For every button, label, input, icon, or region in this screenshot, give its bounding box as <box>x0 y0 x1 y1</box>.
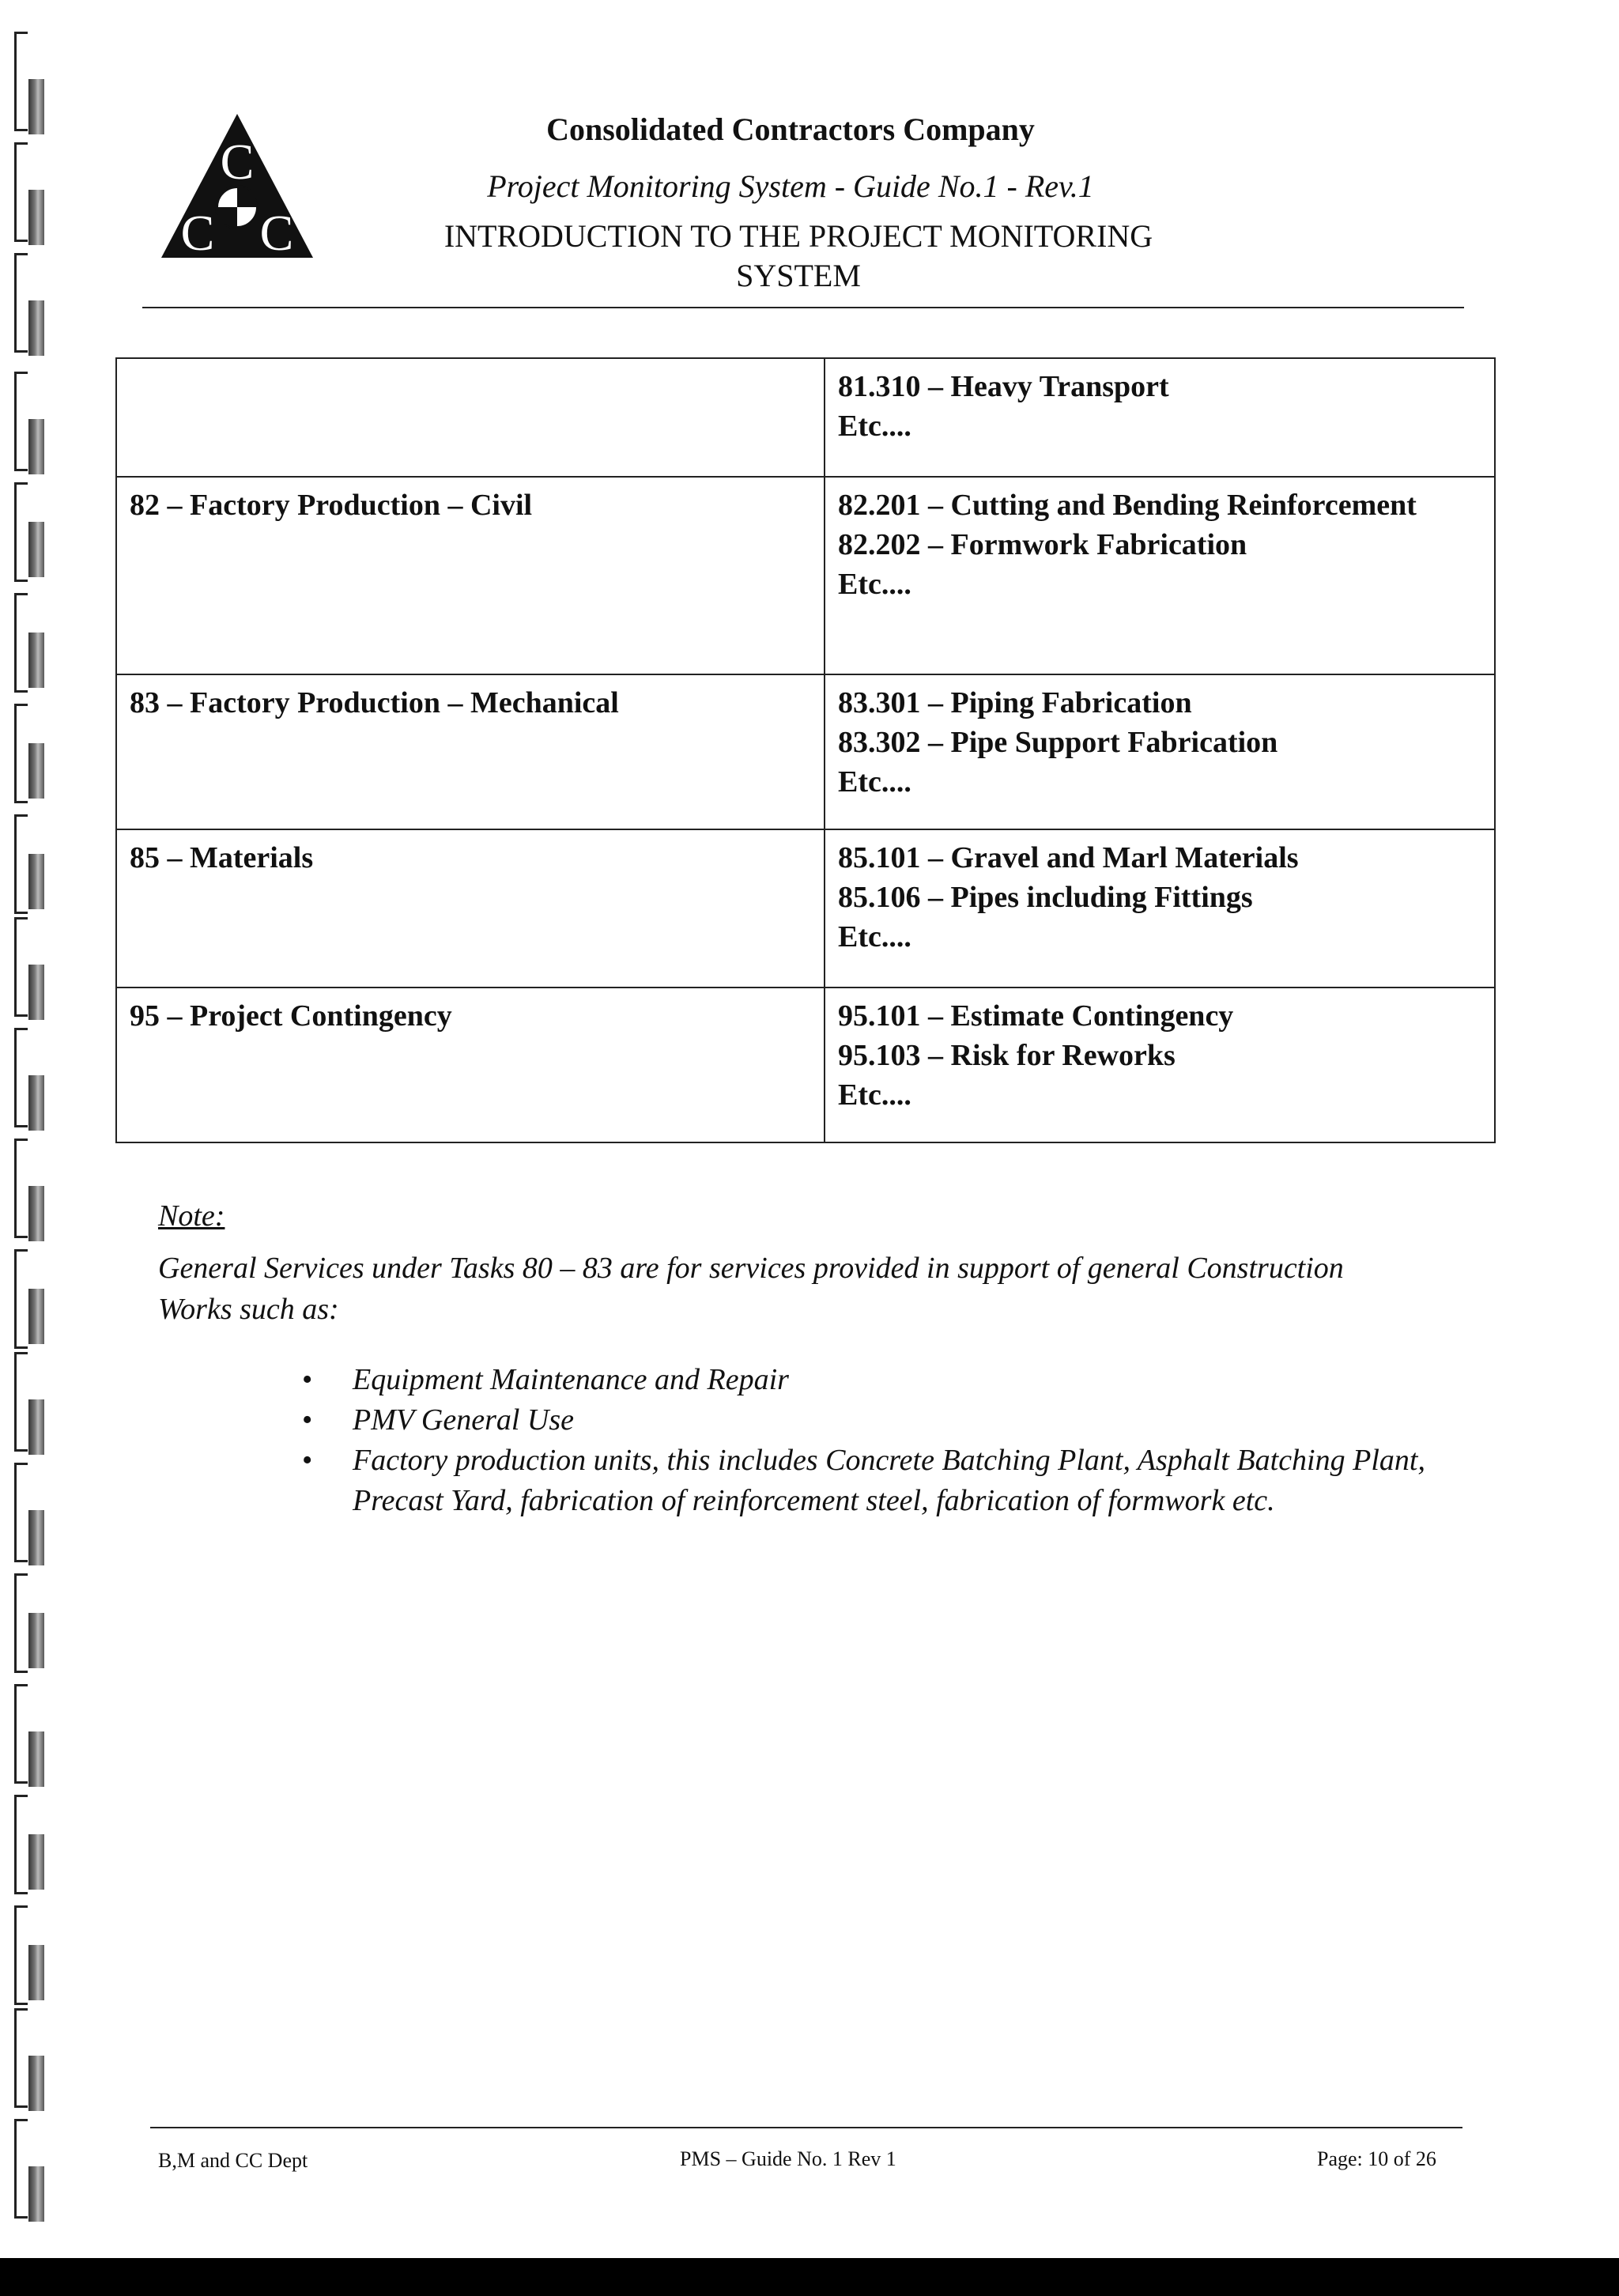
footer-department: B,M and CC Dept <box>158 2149 308 2172</box>
item-line: 85.106 – Pipes including Fittings <box>838 881 1253 914</box>
footer-document-ref: PMS – Guide No. 1 Rev 1 <box>680 2147 896 2170</box>
svg-text:C: C <box>180 205 215 261</box>
bullet-icon: • <box>302 1363 313 1396</box>
table-row <box>116 988 1495 1142</box>
note-bullet-list <box>297 1360 1451 1521</box>
bullet-icon: • <box>302 1444 313 1477</box>
list-item-text: Factory production units, this includes Concrete Batching Plant, Asphalt Batching Plant, Precast Yard, fabrication of reinforcement steel, fabrication of formwork etc. <box>353 1444 1425 1517</box>
item-line: 85.101 – Gravel and Marl Materials <box>838 841 1299 874</box>
list-item-text: Equipment Maintenance and Repair <box>353 1363 789 1396</box>
company-name: Consolidated Contractors Company <box>546 111 1035 147</box>
table-row <box>116 477 1495 674</box>
items-cell <box>825 477 1495 674</box>
footer-page-number: Page: 10 of 26 <box>1317 2147 1436 2170</box>
document-subtitle: Project Monitoring System - Guide No.1 - Rev.1 <box>487 168 1094 204</box>
category-cell <box>116 358 825 477</box>
bullet-icon: • <box>302 1403 313 1437</box>
spiral-binding <box>0 0 63 2245</box>
svg-text:C: C <box>259 205 294 261</box>
item-line: Etc.... <box>838 410 911 443</box>
category-cell: 83 – Factory Production – Mechanical <box>116 674 825 829</box>
list-item <box>297 1441 1451 1521</box>
list-item-text: PMV General Use <box>353 1403 575 1437</box>
item-line: 83.302 – Pipe Support Fabrication <box>838 726 1278 759</box>
page-title <box>348 217 1249 296</box>
item-line: 95.103 – Risk for Reworks <box>838 1039 1176 1072</box>
page-title-line2: SYSTEM <box>736 258 861 293</box>
category-cell: 95 – Project Contingency <box>116 988 825 1142</box>
item-line: 83.301 – Piping Fabrication <box>838 686 1192 719</box>
item-line: Etc.... <box>838 568 911 601</box>
scan-edge-bar <box>0 2258 1619 2296</box>
table-row <box>116 829 1495 988</box>
item-line: 95.101 – Estimate Contingency <box>838 999 1234 1033</box>
list-item <box>297 1360 1451 1400</box>
category-cell: 82 – Factory Production – Civil <box>116 477 825 674</box>
table-row <box>116 674 1495 829</box>
items-cell <box>825 988 1495 1142</box>
item-line: Etc.... <box>838 765 911 799</box>
item-line: Etc.... <box>838 920 911 954</box>
category-cell: 85 – Materials <box>116 829 825 988</box>
task-code-table <box>115 357 1496 1143</box>
note-title: Note: <box>158 1199 225 1233</box>
note-body: General Services under Tasks 80 – 83 are for services provided in support of general Construction Works such as: <box>158 1252 1344 1326</box>
svg-text:C: C <box>220 134 255 190</box>
company-logo <box>158 111 316 261</box>
items-cell <box>825 358 1495 477</box>
item-line: 82.201 – Cutting and Bending Reinforcement <box>838 489 1417 522</box>
footer-divider <box>150 2127 1462 2128</box>
page-title-line1: INTRODUCTION TO THE PROJECT MONITORING <box>443 218 1153 254</box>
table-row <box>116 358 1495 477</box>
list-item <box>297 1400 1451 1441</box>
item-line: Etc.... <box>838 1078 911 1112</box>
item-line: 82.202 – Formwork Fabrication <box>838 528 1247 561</box>
items-cell <box>825 674 1495 829</box>
item-line: 81.310 – Heavy Transport <box>838 370 1169 403</box>
items-cell <box>825 829 1495 988</box>
header-divider <box>142 307 1464 308</box>
